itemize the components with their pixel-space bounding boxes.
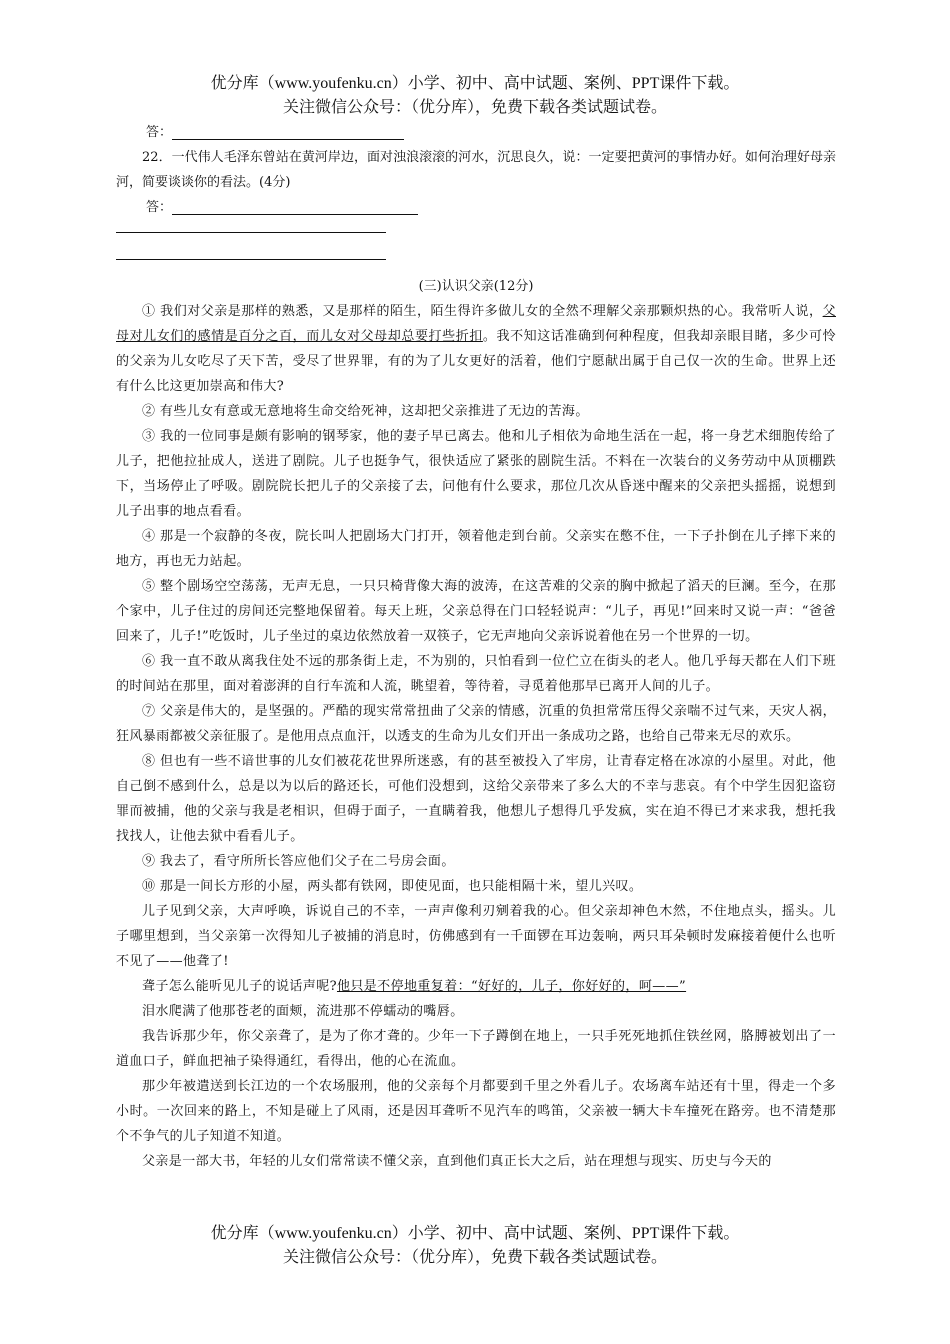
- header-banner-line1: 优分库（www.youfenku.cn）小学、初中、高中试题、案例、PPT课件下载。: [210, 75, 740, 92]
- paragraph-13: 泪水爬满了他那苍老的面颊，流进那不停蠕动的嘴唇。: [142, 1004, 464, 1019]
- paragraph-12-text: 聋子怎么能听见儿子的说话声呢?: [142, 979, 337, 994]
- paragraph-3: ③ 我的一位同事是颇有影响的钢琴家，他的妻子早已离去。他和儿子相依为命地生活在一起，将一身艺术细胞传给了儿子，把他拉扯成人，送进了剧院。儿子也挺争气，很快适应了紧张的剧院生活。不料在一次装台的义务劳动中从顶棚跌下，当场停止了呼吸。剧院院长把儿子的父亲接了去，问他有什么要求，那位几次从昏迷中醒来的父亲把头摇摇，说想到儿子出事的地点看看。: [116, 429, 836, 519]
- answer-blank: [172, 198, 418, 215]
- header-banner: [0, 72, 950, 120]
- answer-line-22: [116, 195, 836, 220]
- footer-banner-line1: 优分库（www.youfenku.cn）小学、初中、高中试题、案例、PPT课件下载。: [210, 1225, 740, 1242]
- paragraph-15: 那少年被遣送到长江边的一个农场服刑，他的父亲每个月都要到千里之外看儿子。农场离车站还有十里，得走一个多小时。一次回来的路上，不知是碰上了风雨，还是因耳聋听不见汽车的鸣笛，父亲被一辆大卡车撞死在路旁。也不清楚那个不争气的儿子知道不知道。: [116, 1079, 836, 1144]
- paragraph-16: 父亲是一部大书，年轻的儿女们常常读不懂父亲，直到他们真正长大之后，站在理想与现实、历史与今天的: [142, 1154, 772, 1169]
- paragraph-7: ⑦ 父亲是伟大的，是坚强的。严酷的现实常常扭曲了父亲的情感，沉重的负担常常压得父亲喘不过气来，天灾人祸，狂风暴雨都被父亲征服了。是他用点点血汗，以透支的生命为儿女们开出一条成功之路，也给自己带来无尽的欢乐。: [116, 704, 836, 744]
- paragraph-1: [116, 299, 836, 399]
- paragraph-2: ② 有些儿女有意或无意地将生命交给死神，这却把父亲推进了无边的苦海。: [142, 404, 589, 419]
- paragraph-11: 儿子见到父亲，大声呼唤，诉说自己的不幸，一声声像利刃剜着我的心。但父亲却神色木然，不住地点头，摇头。儿子哪里想到，当父亲第一次得知儿子被捕的消息时，仿佛感到有一千面锣在耳边轰响，两只耳朵顿时发麻接着便什么也听不见了——他聋了!: [116, 904, 836, 969]
- answer-label: 答：: [146, 125, 173, 140]
- underlined-sentence-1: 父母对儿女们的感情是百分之百，而儿女对父母却总要打些折扣: [116, 304, 836, 344]
- paragraph-14: 我告诉那少年，你父亲聋了，是为了你才聋的。少年一下子蹲倒在地上，一只手死死地抓住铁丝网，胳膊被划出了一道血口子，鲜血把袖子染得通红，看得出，他的心在流血。: [116, 1029, 836, 1069]
- paragraph-8: ⑧ 但也有一些不谙世事的儿女们被花花世界所迷惑，有的甚至被投入了牢房，让青春定格在冰凉的小屋里。对此，他自己倒不感到什么，总是以为以后的路还长，可他们没想到，这给父亲带来了多么大的不幸与悲哀。有个中学生因犯盗窃罪而被捕，他的父亲与我是老相识，但碍于面子，一直瞒着我，他想儿子想得几乎发疯，实在迫不得已才来求我，想托我找找人，让他去狱中看看儿子。: [116, 754, 836, 844]
- answer-label: 答：: [146, 200, 173, 215]
- section-title: (三)认识父亲(12分): [418, 279, 534, 294]
- paragraph-4: ④ 那是一个寂静的冬夜，院长叫人把剧场大门打开，领着他走到台前。父亲实在憋不住，一下子扑倒在儿子摔下来的地方，再也无力站起。: [116, 529, 836, 569]
- answer-blank: [172, 123, 404, 140]
- document-body: [116, 120, 836, 1174]
- paragraph-10: ⑩ 那是一间长方形的小屋，两头都有铁网，即使见面，也只能相隔十米，望儿兴叹。: [142, 879, 643, 894]
- answer-line-21: [116, 120, 836, 145]
- question-22: 22．一代伟人毛泽东曾站在黄河岸边，面对浊浪滚滚的河水，沉思良久，说：一定要把黄河的事情办好。如何治理好母亲河，简要谈谈你的看法。(4分): [116, 150, 836, 190]
- underlined-sentence-2: 他只是不停地重复着：“好好的，儿子，你好好的，呵——”: [336, 979, 687, 994]
- paragraph-12: [116, 974, 836, 999]
- paragraph-1-text: ① 我们对父亲是那样的熟悉，又是那样的陌生，陌生得许多做儿女的全然不理解父亲那颗炽热的心。我常听人说，: [142, 304, 823, 319]
- paragraph-9: ⑨ 我去了，看守所所长答应他们父子在二号房会面。: [142, 854, 455, 869]
- footer-banner: [0, 1222, 950, 1270]
- paragraph-5: ⑤ 整个剧场空空荡荡，无声无息，一只只椅背像大海的波涛，在这苦难的父亲的胸中掀起了滔天的巨澜。至今，在那个家中，儿子住过的房间还完整地保留着。每天上班，父亲总得在门口轻轻说声：“儿子，再见!”回来时又说一声：“爸爸回来了，儿子!”吃饭时，儿子坐过的桌边依然放着一双筷子，它无声地向父亲诉说着他在另一个世界的一切。: [116, 579, 836, 644]
- answer-blank-line: [116, 247, 386, 260]
- header-banner-line2: 关注微信公众号：（优分库），免费下载各类试题试卷。: [282, 99, 667, 116]
- paragraph-6: ⑥ 我一直不敢从离我住处不远的那条街上走，不为别的，只怕看到一位伫立在街头的老人。他几乎每天都在人们下班的时间站在那里，面对着澎湃的自行车流和人流，眺望着，等待着，寻觅着他那早已离开人间的儿子。: [116, 654, 836, 694]
- footer-banner-line2: 关注微信公众号：（优分库），免费下载各类试题试卷。: [282, 1249, 667, 1266]
- paragraph-1-text-cont: 。我不知这话准确到何种程度，但我却亲眼目睹，多少可怜的父亲为儿女吃尽了天下苦，受尽了世界罪，有的为了儿女更好的活着，他们宁愿献出属于自己仅一次的生命。世界上还有什么比这更加崇高和伟大?: [116, 329, 836, 394]
- answer-blank-line: [116, 220, 386, 233]
